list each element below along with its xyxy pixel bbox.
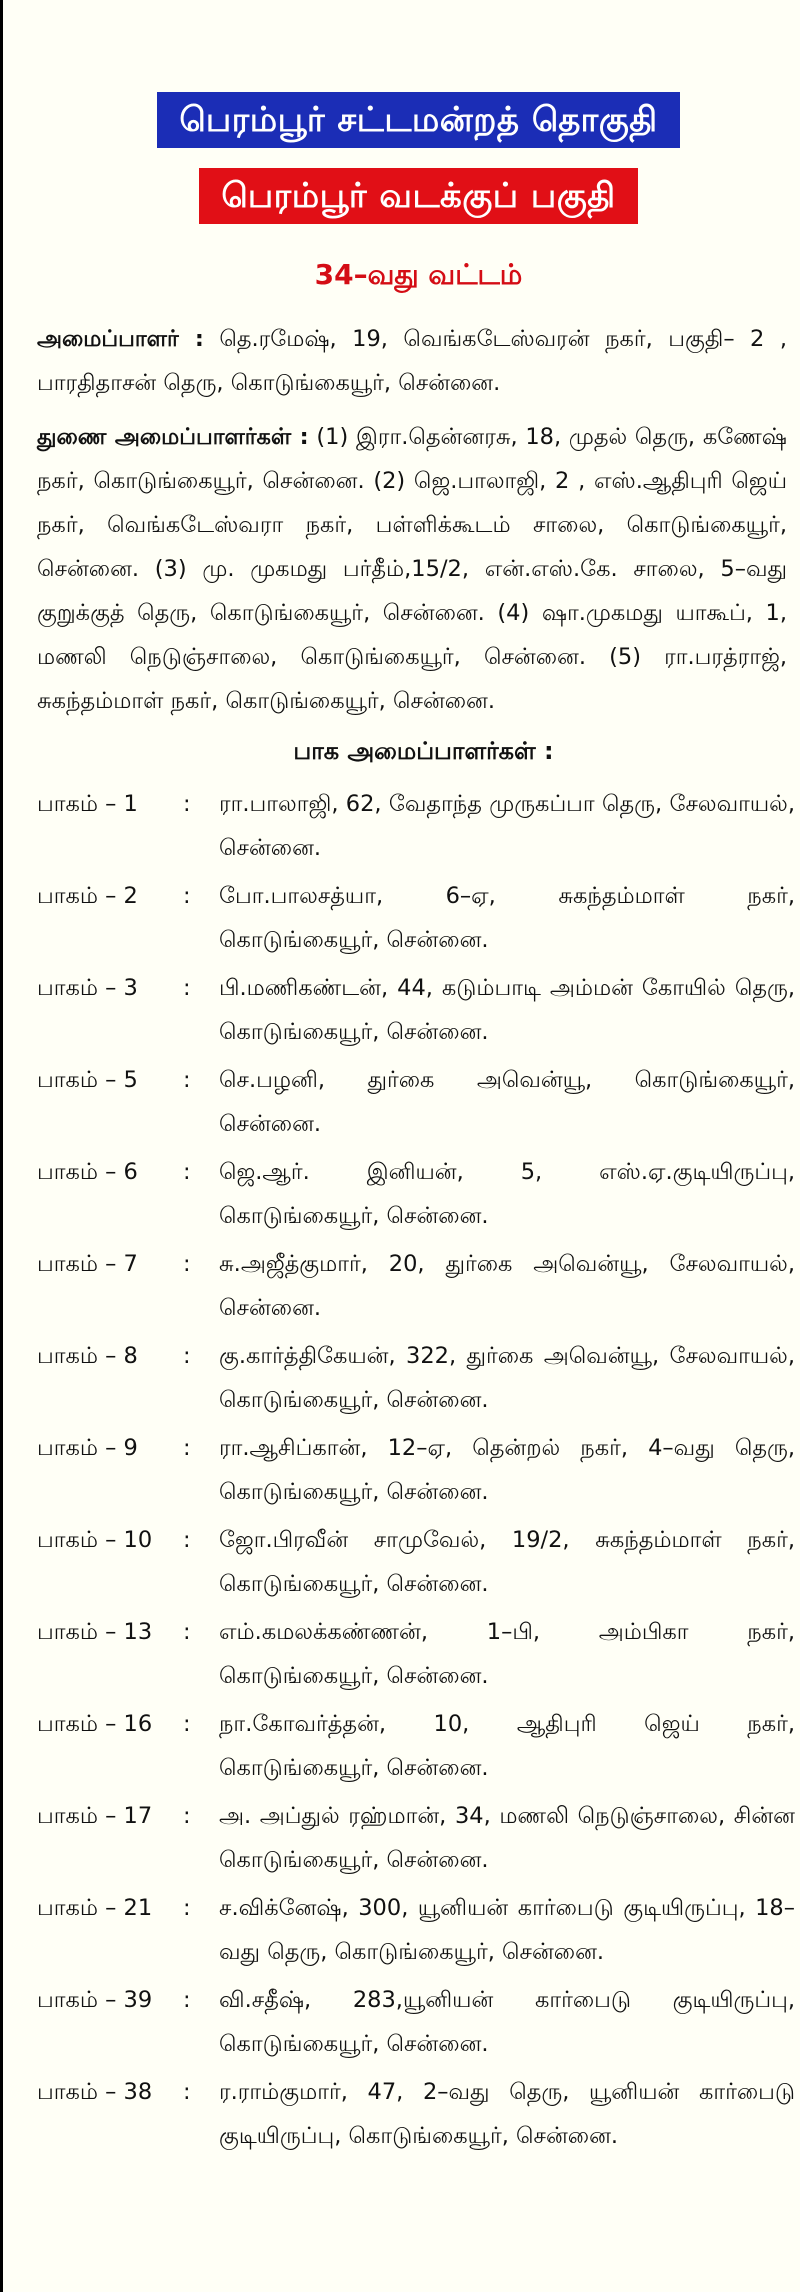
booth-label: பாகம் – 3: [37, 975, 138, 1001]
booth-label: பாகம் – 2: [37, 883, 138, 909]
booth-address: அ. அப்துல் ரஹ்மான், 34, மணலி நெடுஞ்சாலை, சின்ன கொடுங்கையூர், சென்னை.: [219, 1803, 795, 1873]
booth-label: பாகம் – 5: [37, 1067, 138, 1093]
booth-row: [37, 1610, 800, 1698]
booth-colon: :: [183, 791, 191, 817]
booth-row: [37, 2070, 800, 2158]
booth-colon: :: [183, 1435, 191, 1461]
booth-colon: :: [183, 1987, 191, 2013]
organizer-text: தெ.ரமேஷ், 19, வெங்கடேஸ்வரன் நகர், பகுதி– 2 , பாரதிதாசன் தெரு, கொடுங்கையூர், சென்னை.: [37, 326, 787, 396]
booth-address: சு.அஜீத்குமார், 20, துர்கை அவென்யூ, சேலவாயல், சென்னை.: [219, 1251, 795, 1321]
booth-colon: :: [183, 1251, 191, 1277]
booth-row: [37, 1150, 800, 1238]
booth-label: பாகம் – 16: [37, 1711, 153, 1737]
booth-colon: :: [183, 975, 191, 1001]
section-banner: பெரம்பூர் வடக்குப் பகுதி: [199, 168, 637, 224]
booth-address: வி.சதீஷ், 283,யூனியன் கார்பைடு குடியிருப்பு, கொடுங்கையூர், சென்னை.: [219, 1987, 795, 2057]
booth-row: [37, 1518, 800, 1606]
booth-address: பி.மணிகண்டன், 44, கடும்பாடி அம்மன் கோயில் தெரு, கொடுங்கையூர், சென்னை.: [219, 975, 795, 1045]
organizer-label: அமைப்பாளர் :: [37, 326, 204, 352]
booth-address: ர.ராம்குமார், 47, 2–வது தெரு, யூனியன் கார்பைடு குடியிருப்பு, கொடுங்கையூர், சென்னை.: [219, 2079, 795, 2149]
deputies-text: (1) இரா.தென்னரசு, 18, முதல் தெரு, கணேஷ் நகர், கொடுங்கையூர், சென்னை. (2) ஜெ.பாலாஜி, 2 , எஸ்.ஆதிபுரி ஜெய் நகர், வெங்கடேஸ்வரா நகர், பள்ளிக்கூடம் சாலை, கொடுங்கையூர், சென்னை. (3) மு. முகமது பர்தீம்,15/2, என்.எஸ்.கே. சாலை, 5–வது குறுக்குத் தெரு, கொடுங்கையூர், சென்னை. (4) ஷா.முகமது யாகூப், 1, மணலி நெடுஞ்சாலை, கொடுங்கையூர், சென்னை. (5) ரா.பரத்ராஜ், சுகந்தம்மாள் நகர், கொடுங்கையூர், சென்னை.: [37, 424, 787, 714]
booth-address: நா.கோவர்த்தன், 10, ஆதிபுரி ஜெய் நகர், கொடுங்கையூர், சென்னை.: [219, 1711, 795, 1781]
booth-address: எம்.கமலக்கண்ணன், 1–பி, அம்பிகா நகர், கொடுங்கையூர், சென்னை.: [219, 1619, 795, 1689]
booth-address: ஜோ.பிரவீன் சாமுவேல், 19/2, சுகந்தம்மாள் நகர், கொடுங்கையூர், சென்னை.: [219, 1527, 795, 1597]
booth-label: பாகம் – 10: [37, 1527, 153, 1553]
booth-label: பாகம் – 17: [37, 1803, 153, 1829]
booth-colon: :: [183, 1711, 191, 1737]
booth-row: [37, 1058, 800, 1146]
booth-row: [37, 1886, 800, 1974]
booth-label: பாகம் – 6: [37, 1159, 138, 1185]
booth-address: கு.கார்த்திகேயன், 322, துர்கை அவென்யூ, சேலவாயல், கொடுங்கையூர், சென்னை.: [219, 1343, 795, 1413]
booth-row: [37, 782, 800, 870]
booth-label: பாகம் – 21: [37, 1895, 153, 1921]
booth-row: [37, 1426, 800, 1514]
booth-label: பாகம் – 9: [37, 1435, 138, 1461]
booth-colon: :: [183, 1619, 191, 1645]
booth-colon: :: [183, 2079, 191, 2105]
booth-colon: :: [183, 1067, 191, 1093]
deputies-label: துணை அமைப்பாளர்கள் :: [37, 424, 309, 450]
booth-label: பாகம் – 13: [37, 1619, 153, 1645]
organizer-paragraph: [37, 317, 787, 405]
booth-address: செ.பழனி, துர்கை அவென்யூ, கொடுங்கையூர், சென்னை.: [219, 1067, 795, 1137]
booth-label: பாகம் – 39: [37, 1987, 153, 2013]
booth-colon: :: [183, 883, 191, 909]
booth-label: பாகம் – 7: [37, 1251, 138, 1277]
booth-address: ஜெ.ஆர். இனியன், 5, எஸ்.ஏ.குடியிருப்பு, கொடுங்கையூர், சென்னை.: [219, 1159, 795, 1229]
booth-colon: :: [183, 1895, 191, 1921]
booth-colon: :: [183, 1159, 191, 1185]
booth-row: [37, 1334, 800, 1422]
header-block: [37, 0, 800, 224]
booth-address: போ.பாலசத்யா, 6–ஏ, சுகந்தம்மாள் நகர், கொடுங்கையூர், சென்னை.: [219, 883, 795, 953]
booth-label: பாகம் – 1: [37, 791, 138, 817]
booth-colon: :: [183, 1527, 191, 1553]
booth-row: [37, 966, 800, 1054]
booth-row: [37, 1702, 800, 1790]
booth-row: [37, 874, 800, 962]
booth-heading: பாக அமைப்பாளர்கள் :: [293, 737, 554, 765]
booth-address: ச.விக்னேஷ், 300, யூனியன் கார்பைடு குடியிருப்பு, 18–வது தெரு, கொடுங்கையூர், சென்னை.: [219, 1895, 795, 1965]
booth-address: ரா.ஆசிப்கான், 12–ஏ, தென்றல் நகர், 4–வது தெரு, கொடுங்கையூர், சென்னை.: [219, 1435, 795, 1505]
booth-colon: :: [183, 1803, 191, 1829]
booth-row: [37, 1242, 800, 1330]
booth-row: [37, 1978, 800, 2066]
booth-colon: :: [183, 1343, 191, 1369]
booth-address: ரா.பாலாஜி, 62, வேதாந்த முருகப்பா தெரு, சேலவாயல், சென்னை.: [219, 791, 795, 861]
booth-row: [37, 1794, 800, 1882]
ward-title: 34–வது வட்டம்: [314, 258, 523, 291]
booth-label: பாகம் – 38: [37, 2079, 153, 2105]
booth-list: [37, 782, 800, 2158]
booth-label: பாகம் – 8: [37, 1343, 138, 1369]
deputies-paragraph: [37, 415, 787, 723]
constituency-banner: பெரம்பூர் சட்டமன்றத் தொகுதி: [157, 92, 679, 148]
